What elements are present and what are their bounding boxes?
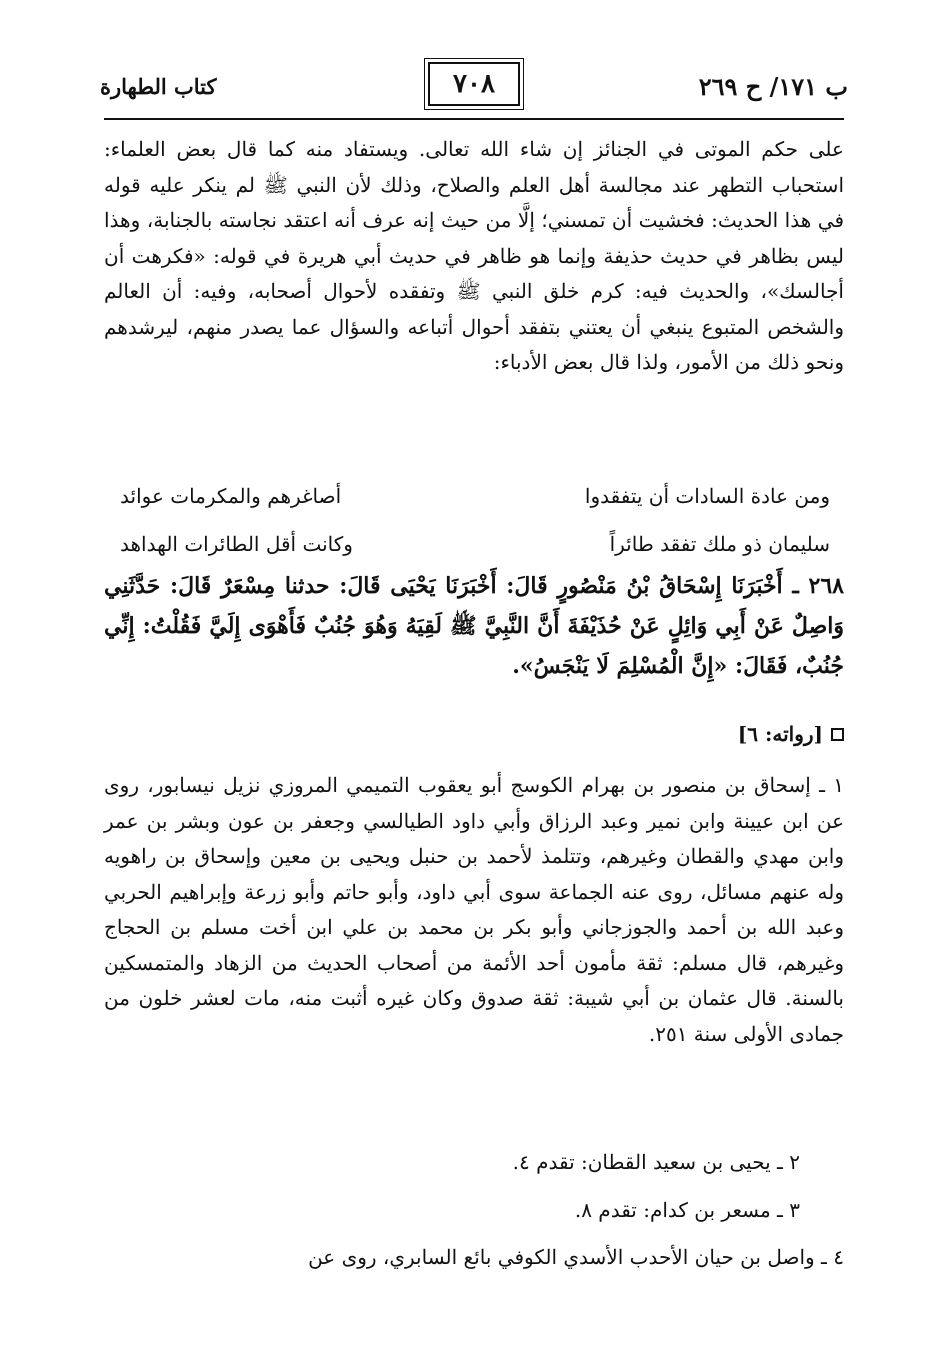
commentary-paragraph: على حكم الموتى في الجنائز إن شاء الله تعالى. ويستفاد منه كما قال بعض العلماء: استحباب التطهر عند مجالسة أهل العلم والصلاح، وذلك لأن النبي ﷺ لم ينكر عليه قوله في هذا الحديث: فخشيت أن تمسني؛ إلَّا من حيث إنه عرف أنه اعتقد نجاسته بالجنابة، وهذا ليس بظاهر في حديث حذيفة وإنما هو ظاهر في حديث أبي هريرة في قوله: «فكرهت أن أجالسك»، والحديث فيه: كرم خلق النبي ﷺ وتفقده لأحوال أصحابه، وفيه: أن العالم والشخص المتبوع ينبغي أن يعتني بتفقد أحوال أتباعه والسؤال عما يصدر منهم، ليرشدهم ونحو ذلك من الأمور، ولذا قال بعض الأدباء:: [104, 137, 844, 374]
narrator-entry: ٤ ـ واصل بن حيان الأحدب الأسدي الكوفي بائع السابري، روى عن: [308, 1245, 844, 1269]
page-number: ٧٠٨: [428, 62, 520, 106]
poem-verse: [120, 472, 830, 520]
poem-verse: [120, 520, 830, 568]
chapter-hadith-reference: ب ١٧١/ ح ٢٦٩: [698, 72, 848, 101]
verse-second-hemistich: أصاغرهم والمكرمات عوائد: [120, 484, 342, 508]
header-divider: [104, 118, 844, 120]
page-header: [100, 62, 848, 112]
narrators-heading: [738, 722, 844, 746]
book-title: كتاب الطهارة: [100, 74, 217, 99]
narrators-heading-label: [رواته: ٦]: [737, 722, 823, 746]
verse-second-hemistich: وكانت أقل الطائرات الهداهد: [120, 532, 353, 556]
verse-first-hemistich: سليمان ذو ملك تفقد طائراً: [609, 532, 830, 556]
narrator-entry: ٢ ـ يحيى بن سعيد القطان: تقدم ٤.: [512, 1150, 800, 1174]
narrator-entry: ٣ ـ مسعر بن كدام: تقدم ٨.: [574, 1198, 800, 1222]
square-bullet-icon: [831, 728, 844, 741]
narrator-entry: ١ ـ إسحاق بن منصور بن بهرام الكوسج أبو يعقوب التميمي المروزي نزيل نيسابور، روى عن ابن عيينة وابن نمير وعبد الرزاق وأبي داود الطيالسي وجعفر بن عون وبشر بن عمر وابن مهدي والقطان وغيرهم، وتتلمذ لأحمد بن حنبل ويحيى بن معين وإسحاق بن راهويه وله عنهم مسائل، روى عنه الجماعة سوى أبي داود، وأبو حاتم وأبو زرعة وإبراهيم الحربي وعبد الله بن أحمد والجوزجاني وأبو بكر بن محمد بن علي ابن أخت مسلم بن الحجاج وغيرهم، قال مسلم: ثقة مأمون أحد الأئمة من أصحاب الحديث من الزهاد والمتمسكين بالسنة. قال عثمان بن أبي شيبة: ثقة صدوق وكان غيره أثبت منه، مات لعشر خلون من جمادى الأولى سنة ٢٥١.: [104, 773, 844, 1046]
poem-verses: [120, 472, 830, 568]
hadith-text: ٢٦٨ ـ أَخْبَرَنَا إِسْحَاقُ بْنُ مَنْصُورٍ قَالَ: أَخْبَرَنَا يَحْيَى قَالَ: حدثنا مِسْعَرٌ قَالَ: حَدَّثَنِي وَاصِلٌ عَنْ أَبِي وَائِلٍ عَنْ حُذَيْفَةَ أَنَّ النَّبِيَّ ﷺ لَقِيَهُ وَهُوَ جُنُبٌ فَأَهْوَى إِلَيَّ فَقُلْتُ: إِنِّي جُنُبٌ، فَقَالَ: «إِنَّ الْمُسْلِمَ لَا يَنْجَسُ».: [104, 573, 844, 679]
verse-first-hemistich: ومن عادة السادات أن يتفقدوا: [584, 484, 830, 508]
